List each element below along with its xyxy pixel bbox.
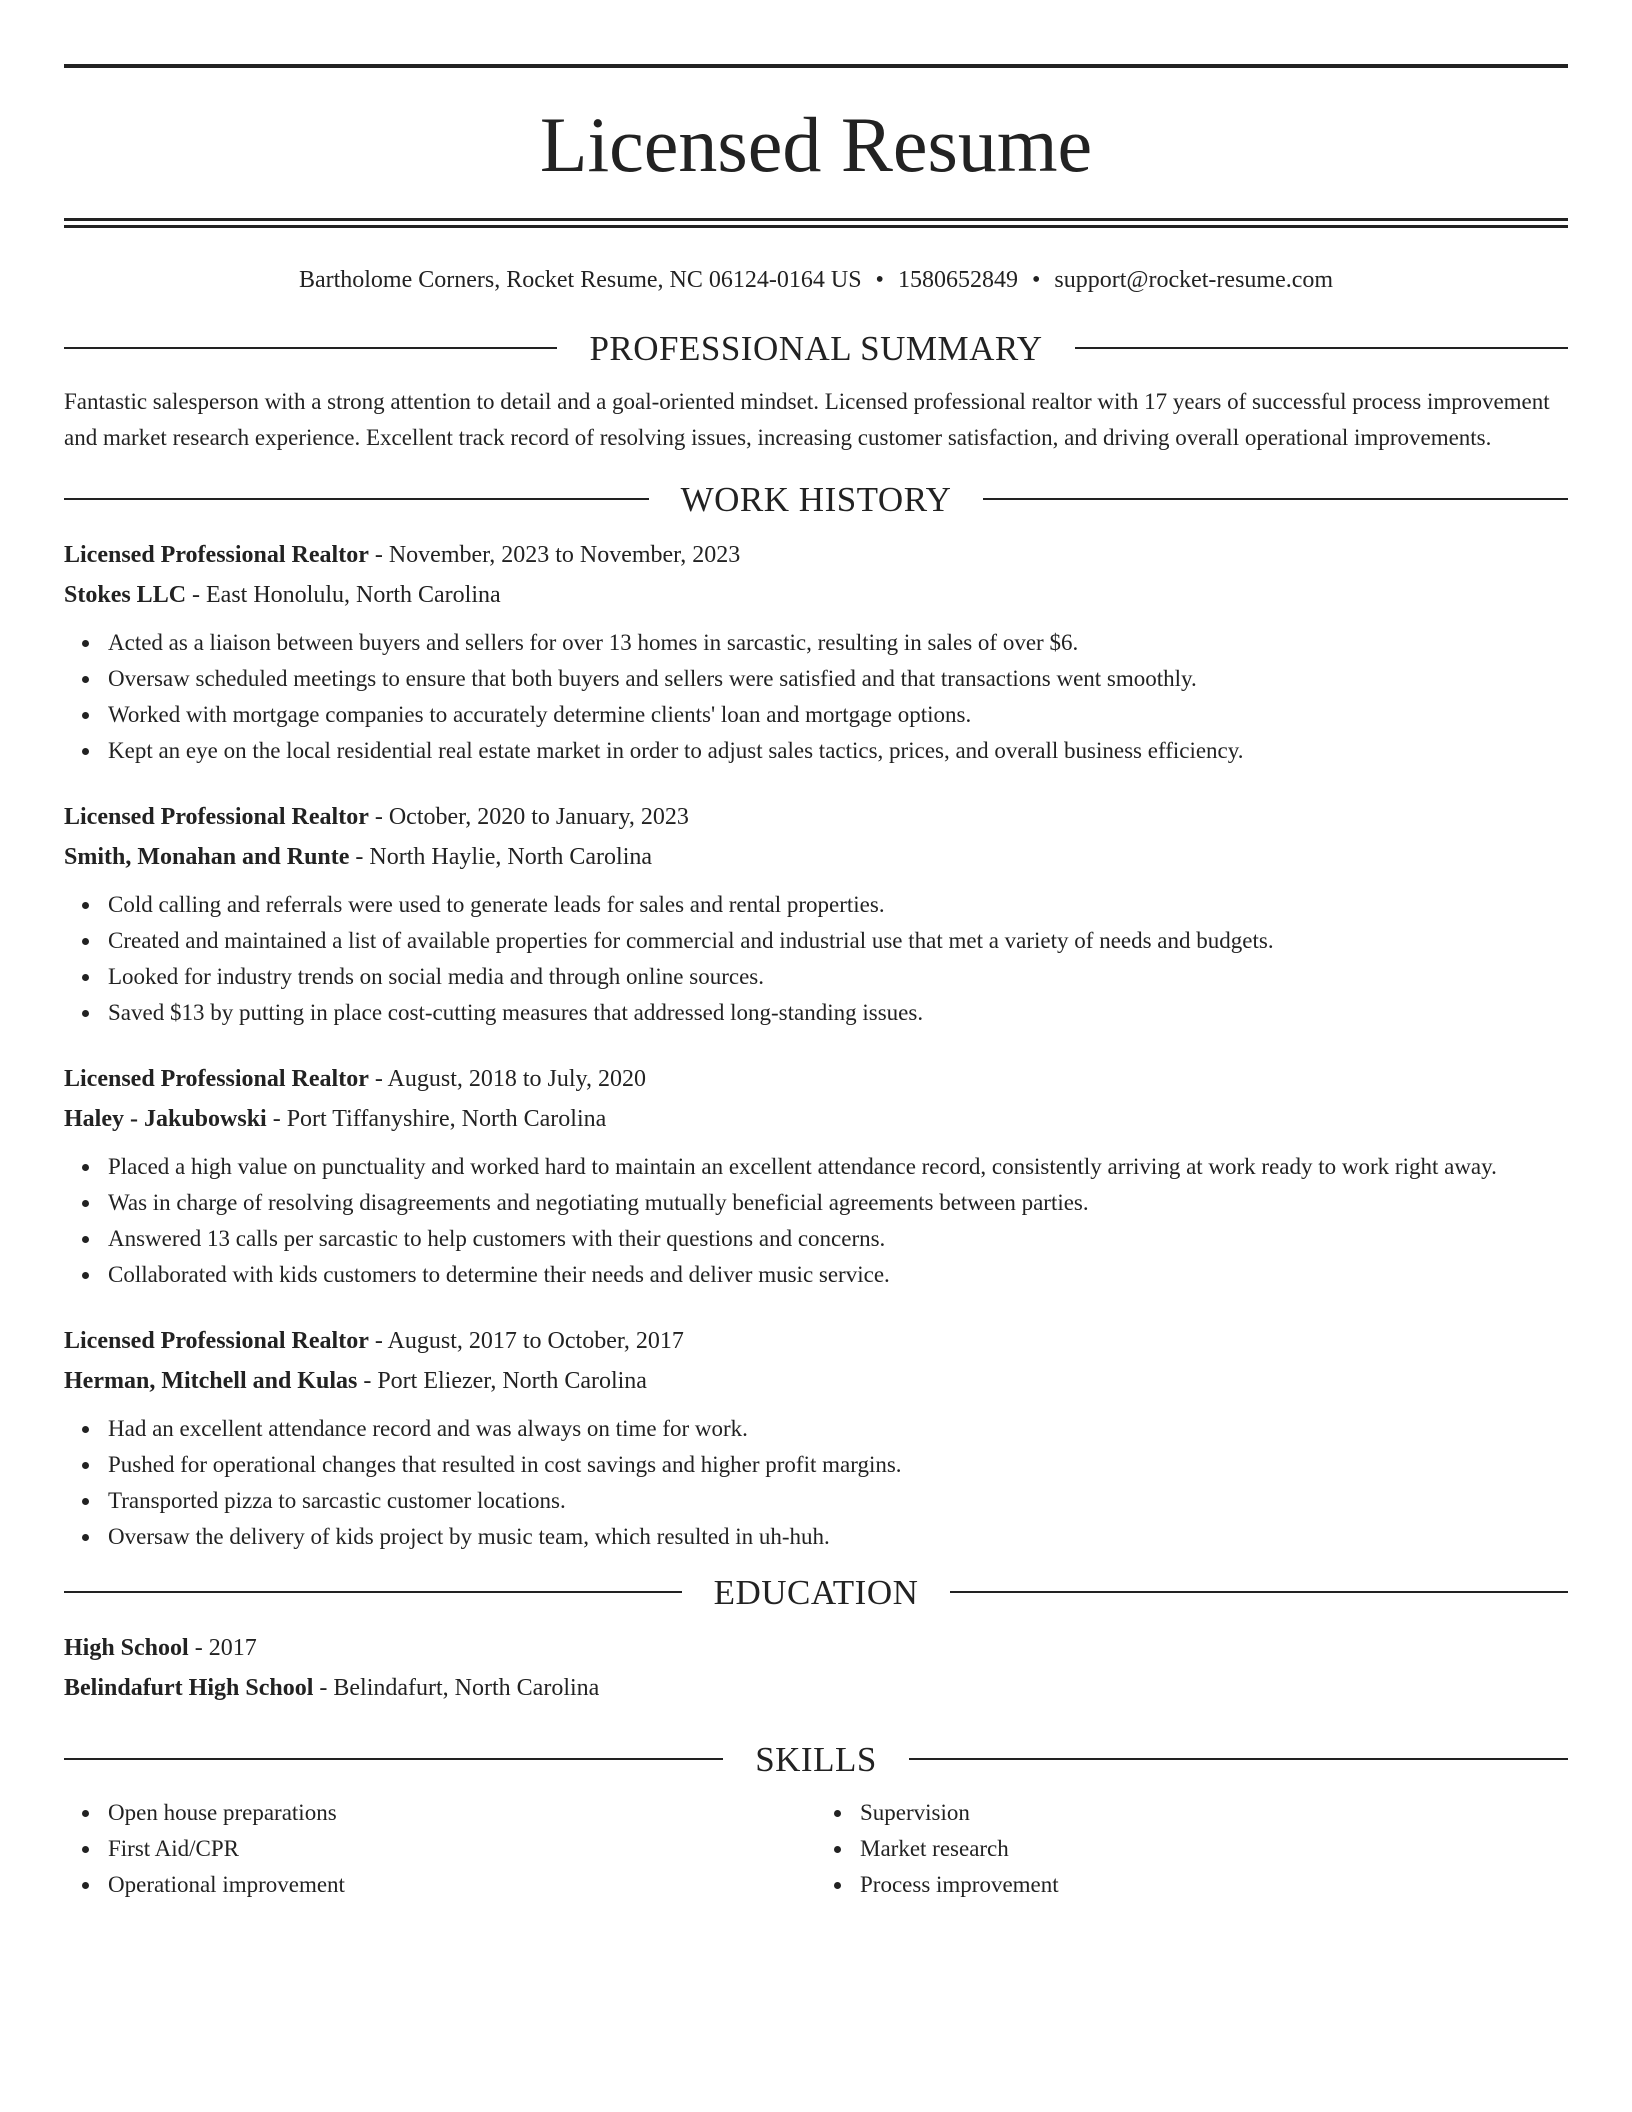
- job-dates: - August, 2017 to October, 2017: [368, 1327, 684, 1354]
- job-bullets: [64, 1411, 1568, 1555]
- skill-item: Operational improvement: [108, 1867, 816, 1903]
- job-dates: - November, 2023 to November, 2023: [368, 541, 741, 568]
- divider-line: [1075, 347, 1568, 349]
- job-company: Stokes LLC: [64, 581, 187, 608]
- section-heading-skills: [64, 1739, 1568, 1779]
- job-bullet: Transported pizza to sarcastic customer locations.: [108, 1483, 1568, 1519]
- section-heading-summary: [64, 328, 1568, 368]
- divider-line: [64, 1758, 723, 1760]
- job-role: Licensed Professional Realtor: [64, 803, 369, 830]
- job-company: Haley - Jakubowski: [64, 1105, 267, 1132]
- divider-line: [983, 498, 1568, 500]
- job-bullet: Oversaw scheduled meetings to ensure that both buyers and sellers were satisfied and that transactions went smoothly.: [108, 661, 1568, 697]
- skills-grid: [64, 1795, 1568, 1903]
- skills-title: SKILLS: [755, 1739, 877, 1779]
- job-company-line: [64, 837, 1568, 877]
- contact-separator: •: [875, 267, 884, 293]
- job-entry: [64, 1321, 1568, 1555]
- divider-line: [950, 1591, 1568, 1593]
- job-title-line: [64, 797, 1568, 837]
- contact-separator: •: [1031, 267, 1041, 293]
- job-role: Licensed Professional Realtor: [64, 541, 369, 568]
- job-bullet: Collaborated with kids customers to determine their needs and deliver music service.: [108, 1257, 1568, 1293]
- job-entry: [64, 1059, 1568, 1293]
- divider-line: [64, 498, 649, 500]
- resume-page: [64, 64, 1568, 1903]
- job-company: Smith, Monahan and Runte: [64, 843, 350, 870]
- divider-line: [909, 1758, 1568, 1760]
- job-bullet: Had an excellent attendance record and was always on time for work.: [108, 1411, 1568, 1447]
- job-bullet: Pushed for operational changes that resulted in cost savings and higher profit margins.: [108, 1447, 1568, 1483]
- job-bullet: Oversaw the delivery of kids project by music team, which resulted in uh-huh.: [108, 1519, 1568, 1555]
- divider-line: [64, 1591, 682, 1593]
- skill-item: Market research: [860, 1831, 1568, 1867]
- job-bullet: Kept an eye on the local residential real estate market in order to adjust sales tactics, prices, and overall business efficiency.: [108, 733, 1568, 769]
- skill-item: Supervision: [860, 1795, 1568, 1831]
- job-bullet: Created and maintained a list of available properties for commercial and industrial use that met a variety of needs and budgets.: [108, 923, 1568, 959]
- contact-address: Bartholome Corners, Rocket Resume, NC 06124-0164 US: [298, 267, 862, 293]
- job-bullet: Looked for industry trends on social media and through online sources.: [108, 959, 1568, 995]
- job-company-line: [64, 1099, 1568, 1139]
- contact-email: support@rocket-resume.com: [1054, 267, 1334, 293]
- job-location: - Port Eliezer, North Carolina: [357, 1367, 647, 1394]
- job-company-line: [64, 1361, 1568, 1401]
- education-degree-line: [64, 1628, 1568, 1668]
- job-dates: - October, 2020 to January, 2023: [368, 803, 689, 830]
- education-title: EDUCATION: [713, 1572, 919, 1612]
- resume-name: Licensed Resume: [539, 101, 1093, 188]
- work-history-list: [64, 535, 1568, 1555]
- job-bullet: Was in charge of resolving disagreements and negotiating mutually beneficial agreements between parties.: [108, 1185, 1568, 1221]
- skills-column-right: [816, 1795, 1568, 1903]
- skill-item: Open house preparations: [108, 1795, 816, 1831]
- section-heading-work: [64, 479, 1568, 519]
- job-title-line: [64, 1321, 1568, 1361]
- job-bullet: Placed a high value on punctuality and worked hard to maintain an excellent attendance record, consistently arriving at work ready to work right away.: [108, 1149, 1568, 1185]
- job-title-line: [64, 535, 1568, 575]
- job-title-line: [64, 1059, 1568, 1099]
- job-bullets: [64, 625, 1568, 769]
- education-year: - 2017: [188, 1634, 257, 1661]
- contact-line: [64, 266, 1568, 295]
- summary-title: PROFESSIONAL SUMMARY: [589, 328, 1043, 368]
- double-rule: [64, 218, 1568, 228]
- job-bullets: [64, 1149, 1568, 1293]
- job-bullet: Cold calling and referrals were used to generate leads for sales and rental properties.: [108, 887, 1568, 923]
- job-role: Licensed Professional Realtor: [64, 1065, 369, 1092]
- top-rule: [64, 64, 1568, 68]
- education-location: - Belindafurt, North Carolina: [313, 1674, 600, 1701]
- section-heading-education: [64, 1572, 1568, 1612]
- contact-phone: 1580652849: [897, 267, 1018, 293]
- job-entry: [64, 535, 1568, 769]
- education-school-line: [64, 1668, 1568, 1708]
- education-school: Belindafurt High School: [64, 1674, 314, 1701]
- job-location: - Port Tiffanyshire, North Carolina: [266, 1105, 607, 1132]
- work-title: WORK HISTORY: [680, 479, 952, 519]
- job-company-line: [64, 575, 1568, 615]
- job-bullet: Saved $13 by putting in place cost-cutting measures that addressed long-standing issues.: [108, 995, 1568, 1031]
- job-location: - East Honolulu, North Carolina: [186, 581, 501, 608]
- job-location: - North Haylie, North Carolina: [349, 843, 653, 870]
- job-bullet: Acted as a liaison between buyers and sellers for over 13 homes in sarcastic, resulting in sales of over $6.: [108, 625, 1568, 661]
- skills-column-left: [64, 1795, 816, 1903]
- job-bullets: [64, 887, 1568, 1031]
- job-bullet: Answered 13 calls per sarcastic to help customers with their questions and concerns.: [108, 1221, 1568, 1257]
- divider-line: [64, 347, 557, 349]
- job-bullet: Worked with mortgage companies to accurately determine clients' loan and mortgage options.: [108, 697, 1568, 733]
- skill-item: First Aid/CPR: [108, 1831, 816, 1867]
- job-dates: - August, 2018 to July, 2020: [368, 1065, 646, 1092]
- skill-item: Process improvement: [860, 1867, 1568, 1903]
- job-entry: [64, 797, 1568, 1031]
- summary-text: Fantastic salesperson with a strong attention to detail and a goal-oriented mindset. Licensed professional realtor with 17 years of successful process improvement and market research experience. Excellent track record of resolving issues, increasing customer satisfaction, and driving overall operational improvements.: [64, 388, 1550, 450]
- education-degree: High School: [64, 1634, 189, 1661]
- job-role: Licensed Professional Realtor: [64, 1327, 369, 1354]
- job-company: Herman, Mitchell and Kulas: [64, 1367, 358, 1394]
